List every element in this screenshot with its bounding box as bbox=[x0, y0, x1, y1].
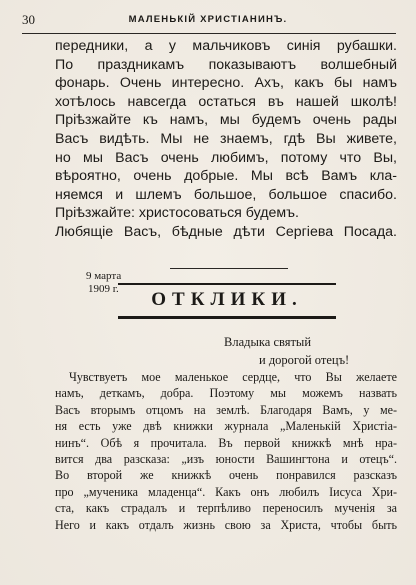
letter-line: но мы Васъ очень любимъ, потому что Вы, bbox=[55, 149, 397, 166]
letter-line: По праздникамъ показываютъ волшебный bbox=[55, 56, 397, 73]
letter-line: Пріѣзжайте къ намъ, мы будемъ очень рады bbox=[55, 112, 397, 129]
date-year: 1909 г. bbox=[88, 283, 119, 295]
letter-line: хотѣлось навсегда остаться въ нашей школѣ! bbox=[55, 93, 397, 110]
letter-signature: Любящіе Васъ, бѣдные дѣти Сергіева Посада. bbox=[55, 223, 397, 240]
heading-rule-bottom bbox=[118, 316, 336, 319]
letter-line: няемся и шлемъ большое, большое спасибо. bbox=[55, 186, 397, 203]
reply-line: нинъ“. Обѣ я прочитала. Въ первой книжкѣ мнѣ нра- bbox=[55, 435, 397, 450]
reply-line: ня есть уже двѣ книжки журнала „Маленькій Христіа- bbox=[55, 419, 397, 434]
letter-line: Васъ видѣть. Мы не знаемъ, гдѣ Вы живете, bbox=[55, 130, 397, 147]
letter-text bbox=[55, 37, 397, 242]
header-rule bbox=[22, 33, 396, 34]
reply-line: ста, какъ страдалъ и терпѣливо переносилъ мученія за bbox=[55, 501, 397, 516]
page-number: 30 bbox=[22, 12, 35, 27]
reply-line: Васъ вторымъ отцомъ на землѣ. Благодаря Вамъ, у ме- bbox=[55, 402, 397, 417]
date-day: 9 марта bbox=[86, 270, 122, 282]
letter-line: передники, а у мальчиковъ синія рубашки. bbox=[55, 38, 397, 54]
separator-rule bbox=[170, 268, 288, 269]
reply-line: намъ, деткамъ, добра. Поэтому мы можемъ назвать bbox=[55, 386, 397, 401]
letter-line: Пріѣзжайте: христосоваться будемъ. bbox=[55, 205, 299, 222]
reply-line: Него и какъ отдалъ жизнь свою за Христа, чтобы быть bbox=[55, 517, 397, 532]
running-head-title: МАЛЕНЬКІЙ ХРИСТІАНИНЪ. bbox=[128, 14, 288, 25]
salutation-line-1: Владыка святый bbox=[224, 335, 312, 349]
reply-line: Чувствуетъ мое маленькое сердце, что Вы желаете bbox=[69, 370, 397, 384]
salutation-line-2: и дорогой отецъ! bbox=[259, 353, 350, 367]
running-head bbox=[22, 10, 394, 32]
reply-line: про „мученика младенца“. Какъ онъ любилъ Іисуса Хри- bbox=[55, 484, 397, 499]
section-heading: ОТКЛИКИ. bbox=[151, 289, 303, 310]
letter-line: вѣроятно, очень добрые. Мы всѣ Вамъ кла- bbox=[55, 168, 397, 185]
letter-date bbox=[86, 270, 121, 296]
heading-rule-top bbox=[118, 283, 336, 285]
reply-line: вится два разсказа: „изъ юности Вашингтона и отецъ“. bbox=[55, 452, 397, 467]
reply-text bbox=[55, 369, 397, 533]
letter-line: фонарь. Очень интересно. Ахъ, какъ бы намъ bbox=[55, 75, 397, 92]
reply-line: Во второй же книжкѣ очень понравился разсказъ bbox=[55, 468, 397, 483]
